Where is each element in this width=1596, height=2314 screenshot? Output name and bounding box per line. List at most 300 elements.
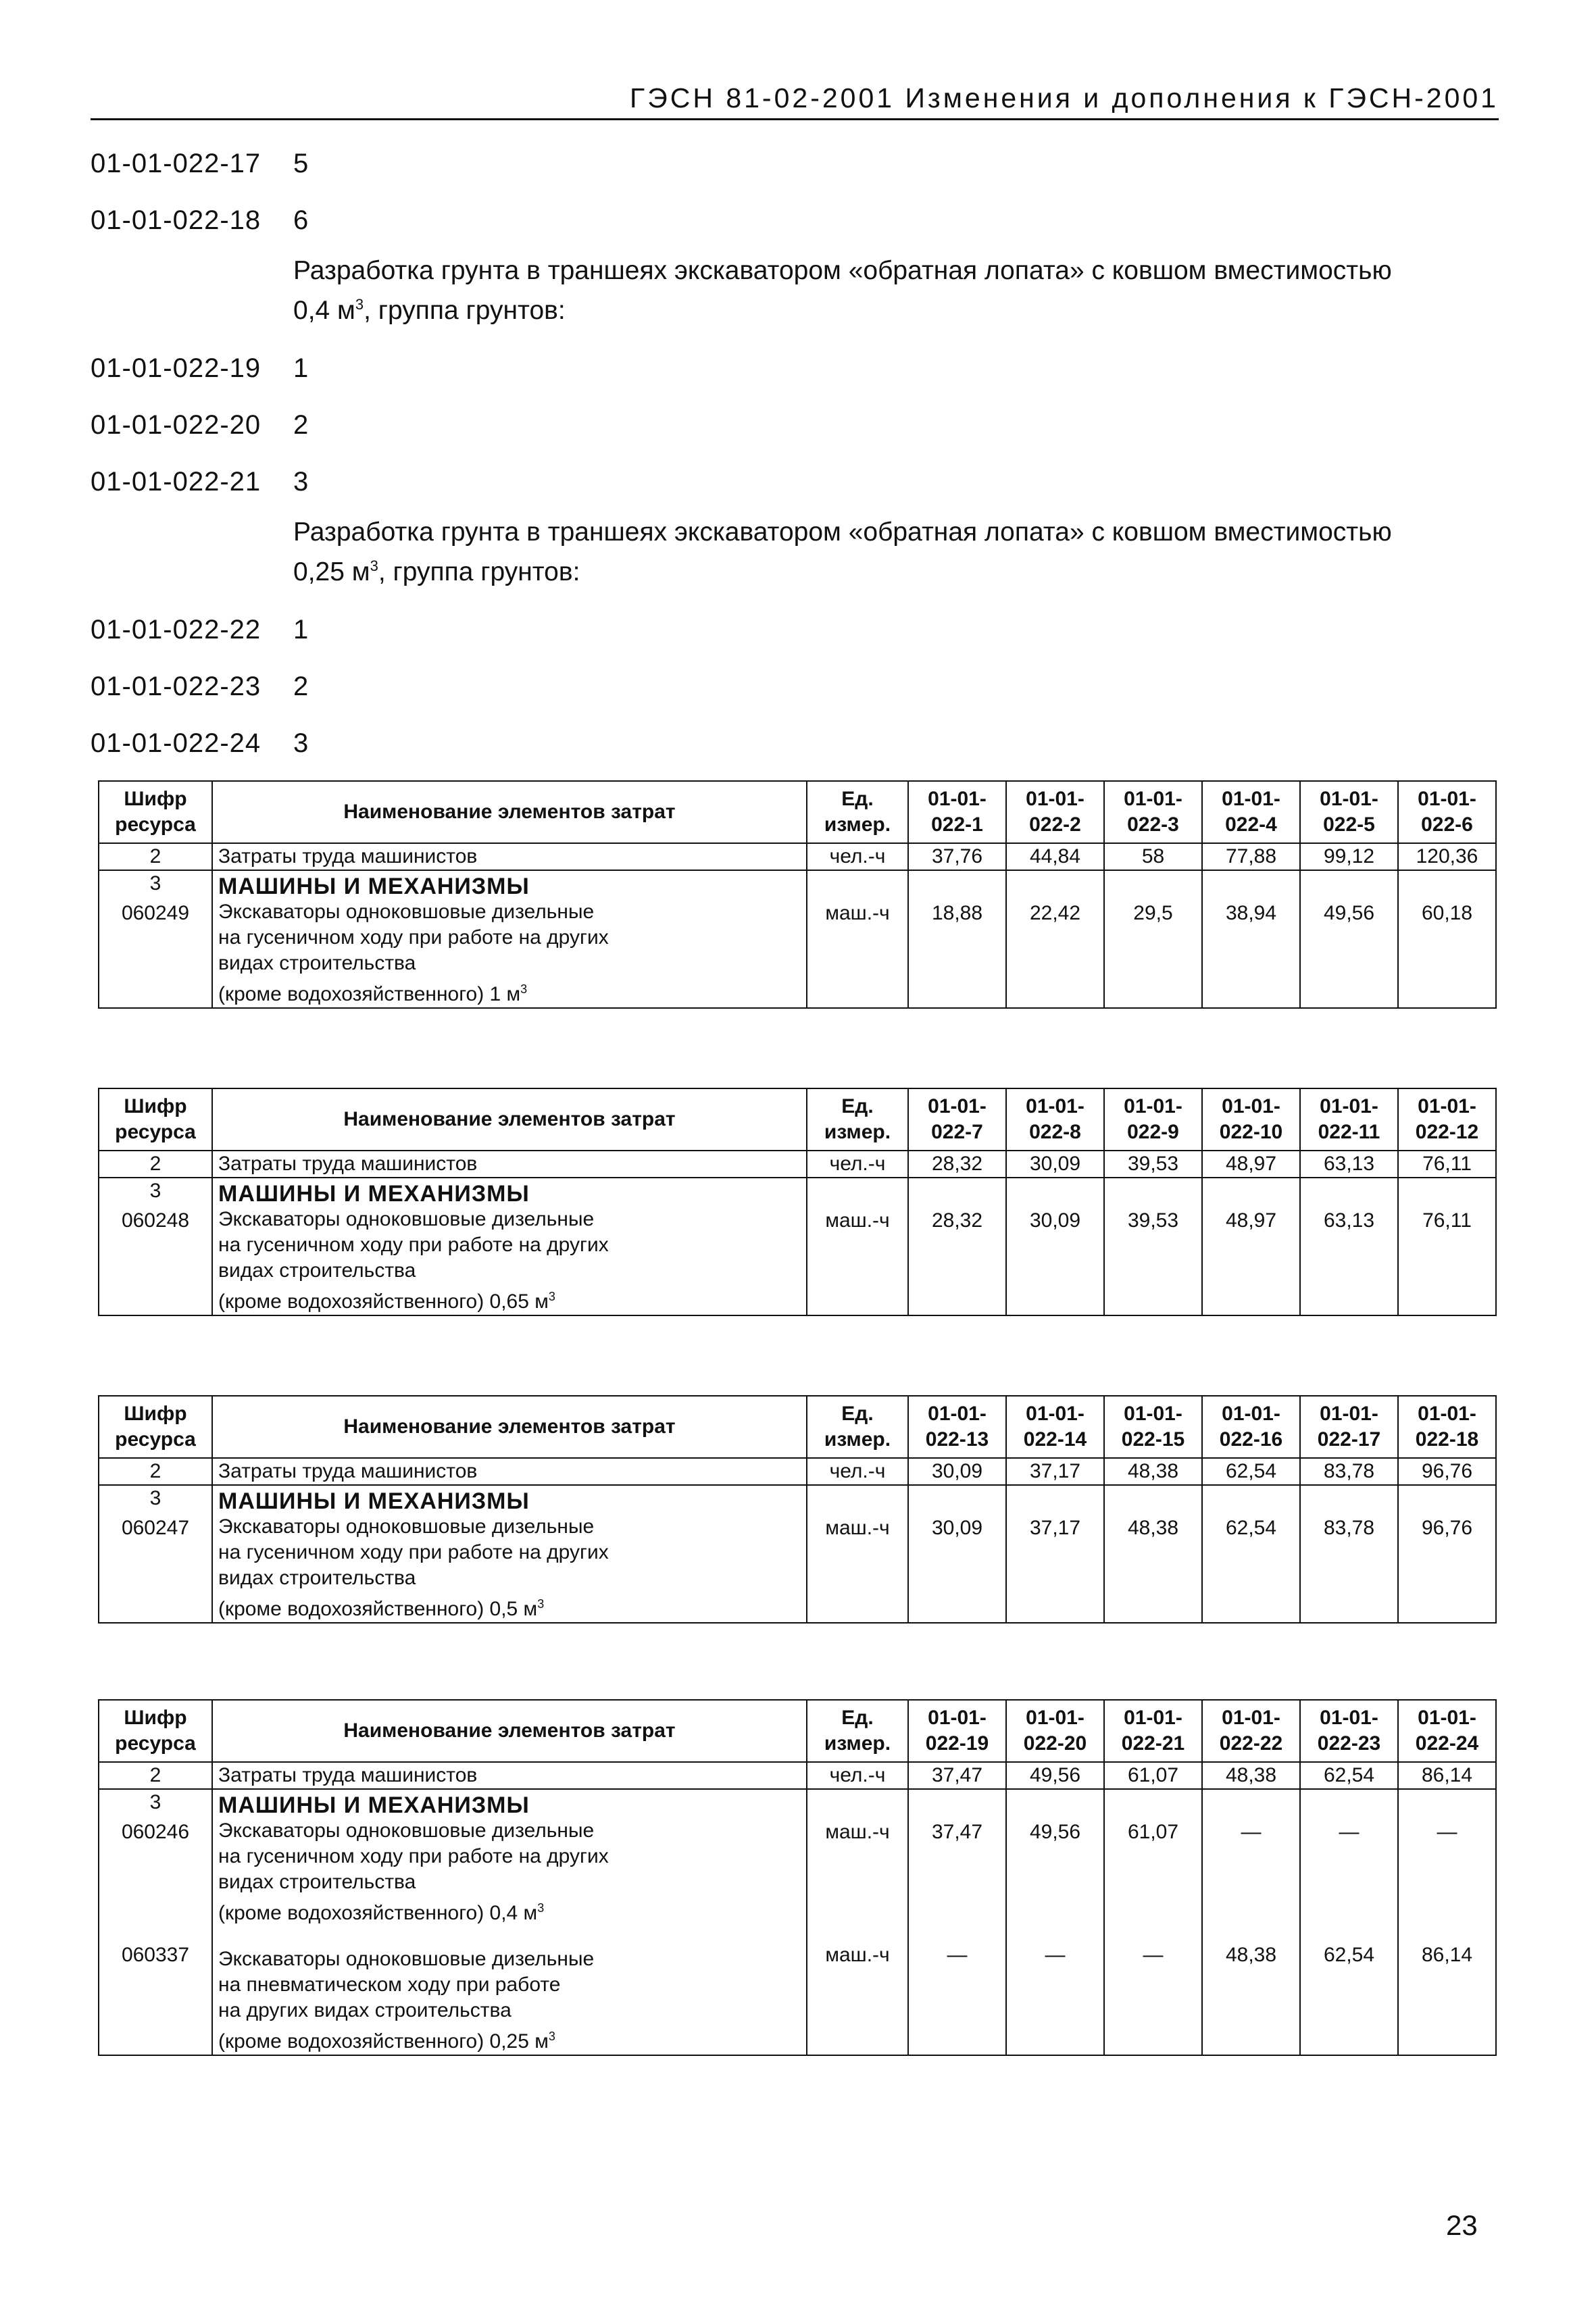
- section-code: 3: [149, 1180, 161, 1202]
- value-cell: 39,53: [1104, 1151, 1202, 1178]
- resource-line: [218, 1591, 801, 1622]
- resource-name: Затраты труда машинистов: [212, 1762, 807, 1789]
- value: 37,17: [1029, 1517, 1081, 1539]
- value: 62,54: [1225, 1517, 1277, 1539]
- norm-code-line: 022-18: [1415, 1428, 1479, 1451]
- table-row: [99, 843, 1496, 870]
- norm-code-line: 01-01-: [928, 1095, 987, 1117]
- section-code: 3: [149, 1487, 161, 1509]
- header-name-text: Наименование элементов затрат: [343, 1719, 676, 1742]
- resource-line: видах строительства: [218, 1871, 416, 1893]
- value-cell: 96,76: [1398, 1458, 1496, 1485]
- header-norm-code: [1006, 1088, 1104, 1151]
- value: 30,09: [1029, 1209, 1081, 1232]
- header-cipher: [99, 1700, 212, 1762]
- section-title: МАШИНЫ И МЕХАНИЗМЫ: [218, 1792, 530, 1818]
- unit-exponent: 3: [548, 1290, 555, 1303]
- value-cell: [1202, 1485, 1300, 1623]
- spacer: [1012, 1486, 1098, 1515]
- value-cell: 77,88: [1202, 843, 1300, 870]
- header-norm-code: [1398, 781, 1496, 843]
- resource-line: [218, 2023, 801, 2055]
- resource-line-text: (кроме водохозяйственного) 0,5 м: [218, 1598, 538, 1620]
- value-cell: [1006, 1178, 1104, 1315]
- cost-table: [98, 1699, 1497, 2056]
- resource-code-value: 060246: [121, 1821, 190, 1843]
- header-unit-line: Ед.: [841, 788, 874, 810]
- value: 30,09: [931, 1517, 983, 1539]
- norm-code-line: 01-01-: [1124, 1095, 1182, 1117]
- resource-code-value: 060249: [121, 902, 190, 924]
- code-row: 01-01-022-18 6: [91, 205, 309, 235]
- norm-code-line: 022-21: [1121, 1732, 1185, 1755]
- norm-code-line: 01-01-: [1222, 788, 1280, 810]
- resource-line: [218, 1284, 801, 1315]
- header-norm-code: [1300, 1700, 1398, 1762]
- norm-code-line: 022-6: [1421, 813, 1473, 836]
- unit-cell: [807, 1178, 908, 1315]
- page-number: 23: [1446, 2209, 1478, 2241]
- value: 49,56: [1029, 1821, 1081, 1843]
- resource-code: 2: [99, 1762, 212, 1789]
- spacer: [1306, 1486, 1392, 1515]
- value: 62,54: [1323, 1944, 1375, 1966]
- norm-code-line: 01-01-: [1320, 1095, 1378, 1117]
- value-cell: [1300, 870, 1398, 1008]
- table-row: [99, 1485, 1496, 1623]
- resource-name: Затраты труда машинистов: [212, 1458, 807, 1485]
- spacer: [1110, 1178, 1196, 1208]
- header-norm-code: [1202, 1700, 1300, 1762]
- norm-code-line: 022-8: [1029, 1121, 1081, 1143]
- norm-code-line: 022-1: [931, 813, 983, 836]
- norm-code-line: 022-13: [925, 1428, 989, 1451]
- value-cell: 48,97: [1202, 1151, 1300, 1178]
- norm-code-line: 01-01-: [1026, 1403, 1084, 1425]
- value-cell: [1202, 1178, 1300, 1315]
- resource-line: на пневматическом ходу при работе: [218, 1973, 561, 1996]
- spacer: [1012, 1790, 1098, 1819]
- value-cell: [1398, 1789, 1496, 2055]
- spacer: [1012, 871, 1098, 901]
- value: 76,11: [1422, 1209, 1472, 1232]
- norm-code-line: 01-01-: [1320, 1403, 1378, 1425]
- value-cell: 37,47: [908, 1762, 1006, 1789]
- section-title: МАШИНЫ И МЕХАНИЗМЫ: [218, 874, 530, 899]
- resource-line: на гусеничном ходу при работе на других: [218, 926, 609, 949]
- code-row: 01-01-022-17 5: [91, 148, 309, 178]
- header-norm-code: [1398, 1396, 1496, 1458]
- code-list: [91, 135, 1510, 772]
- spacer: [1110, 871, 1196, 901]
- resource-line: Экскаваторы одноковшовые дизельные: [218, 1948, 595, 1970]
- page-header: ГЭСН 81-02-2001 Изменения и дополнения к ГЭСН-2001: [91, 82, 1499, 120]
- norm-code-line: 022-3: [1127, 813, 1179, 836]
- norm-code-line: 022-14: [1023, 1428, 1087, 1451]
- spacer: [813, 1790, 902, 1819]
- norm-code-line: 01-01-: [1418, 1707, 1476, 1729]
- value-cell: [1202, 1789, 1300, 2055]
- section-code: 3: [149, 1791, 161, 1813]
- value-cell: [1006, 870, 1104, 1008]
- header-unit-line: измер.: [824, 1121, 891, 1143]
- value: 63,13: [1323, 1209, 1375, 1232]
- spacer: [914, 1178, 1000, 1208]
- norm-code-line: 01-01-: [1222, 1095, 1280, 1117]
- header-norm-code: [908, 781, 1006, 843]
- value: 60,18: [1421, 902, 1473, 924]
- resource-description: [218, 1207, 801, 1315]
- code-row: 01-01-022-19 1: [91, 353, 309, 383]
- header-norm-code: [1300, 1396, 1398, 1458]
- header-norm-code: [908, 1700, 1006, 1762]
- cost-table: [98, 1395, 1497, 1624]
- header-name-text: Наименование элементов затрат: [343, 1415, 676, 1438]
- resource-code: 2: [99, 1458, 212, 1485]
- spacer: [1404, 871, 1490, 901]
- norm-code-line: 01-01-: [1222, 1707, 1280, 1729]
- spacer: [1208, 871, 1294, 901]
- header-name-text: Наименование элементов затрат: [343, 1108, 676, 1130]
- header-unit-line: Ед.: [841, 1095, 874, 1117]
- header-norm-code: [1202, 1396, 1300, 1458]
- header-name-text: Наименование элементов затрат: [343, 801, 676, 823]
- norm-code-line: 01-01-: [1418, 1095, 1476, 1117]
- norm-code-line: 01-01-: [928, 1707, 987, 1729]
- norm-code-line: 022-19: [925, 1732, 989, 1755]
- value-cell: 44,84: [1006, 843, 1104, 870]
- table-header-row: [99, 1088, 1496, 1151]
- resource-description: [218, 1818, 801, 1926]
- resource-line: [218, 976, 801, 1007]
- header-norm-code: [1300, 781, 1398, 843]
- section-description: Разработка грунта в траншеях экскаватором «обратная лопата» с ковшом вместимостью 0,25 $м^3$, группа грунтов:: [293, 518, 1392, 586]
- value: 39,53: [1127, 1209, 1179, 1232]
- value: 22,42: [1029, 902, 1081, 924]
- header-norm-code: [1300, 1088, 1398, 1151]
- code-row: 01-01-022-22 1: [91, 614, 309, 645]
- header-cipher-line: ресурса: [115, 1732, 196, 1755]
- norm-code-line: 01-01-: [1320, 1707, 1378, 1729]
- spacer: [813, 1486, 902, 1515]
- header-norm-code: [1202, 781, 1300, 843]
- header-unit: [807, 1088, 908, 1151]
- value: 49,56: [1323, 902, 1375, 924]
- unit-value: маш.-ч: [825, 1944, 890, 1966]
- resource-name: [212, 870, 807, 1008]
- unit-cell: [807, 870, 908, 1008]
- norm-code-line: 022-22: [1219, 1732, 1283, 1755]
- value-cell: 76,11: [1398, 1151, 1496, 1178]
- header-norm-code: [1104, 1088, 1202, 1151]
- spacer: [1110, 1790, 1196, 1819]
- value-cell: [1398, 1485, 1496, 1623]
- code-row: 01-01-022-20 2: [91, 409, 309, 440]
- spacer: [1306, 1790, 1392, 1819]
- unit-value: маш.-ч: [825, 1517, 890, 1539]
- resource-name: Затраты труда машинистов: [212, 843, 807, 870]
- header-name: [212, 1088, 807, 1151]
- norm-code-line: 022-4: [1225, 813, 1277, 836]
- resource-code: [99, 870, 212, 1008]
- header-cipher-line: Шифр: [124, 1707, 187, 1729]
- header-cipher-line: ресурса: [115, 1121, 196, 1143]
- resource-code: [99, 1789, 212, 2055]
- value-cell: 63,13: [1300, 1151, 1398, 1178]
- resource-line: Экскаваторы одноковшовые дизельные: [218, 1515, 595, 1538]
- header-norm-code: [1104, 1396, 1202, 1458]
- resource-code: 2: [99, 843, 212, 870]
- resource-line: Экскаваторы одноковшовые дизельные: [218, 1208, 595, 1230]
- spacer: [813, 871, 902, 901]
- section-code: 3: [149, 872, 161, 895]
- table-row: [99, 1458, 1496, 1485]
- spacer: [914, 1486, 1000, 1515]
- header-unit: [807, 1396, 908, 1458]
- value-cell: 48,38: [1104, 1458, 1202, 1485]
- header-cipher: [99, 781, 212, 843]
- value-cell: 62,54: [1300, 1762, 1398, 1789]
- value: 96,76: [1421, 1517, 1473, 1539]
- resource-line-text: (кроме водохозяйственного) 0,4 м: [218, 1902, 538, 1924]
- resource-line: на гусеничном ходу при работе на других: [218, 1234, 609, 1256]
- value: 48,97: [1225, 1209, 1277, 1232]
- resource-code-value: 060337: [121, 1944, 190, 1966]
- unit-exponent: 3: [537, 1901, 545, 1915]
- header-norm-code: [1104, 1700, 1202, 1762]
- value: —: [947, 1944, 968, 1966]
- unit-cell: чел.-ч: [807, 1151, 908, 1178]
- norm-code-line: 022-5: [1323, 813, 1375, 836]
- resource-code-value: 060248: [121, 1209, 190, 1232]
- resource-description: [218, 1946, 801, 2055]
- norm-code-line: 01-01-: [1026, 788, 1084, 810]
- unit-exponent: 3: [537, 1597, 545, 1611]
- resource-line: видах строительства: [218, 1567, 416, 1589]
- norm-code-line: 01-01-: [1124, 1707, 1182, 1729]
- header-cipher: [99, 1088, 212, 1151]
- value: —: [1143, 1944, 1164, 1966]
- value-cell: 48,38: [1202, 1762, 1300, 1789]
- norm-code-line: 022-10: [1219, 1121, 1283, 1143]
- resource-line: на гусеничном ходу при работе на других: [218, 1541, 609, 1563]
- norm-code-line: 022-7: [931, 1121, 983, 1143]
- unit-value: маш.-ч: [825, 1821, 890, 1843]
- value-cell: 99,12: [1300, 843, 1398, 870]
- unit-cell: чел.-ч: [807, 1762, 908, 1789]
- spacer: [1306, 871, 1392, 901]
- resource-code: 2: [99, 1151, 212, 1178]
- value-cell: 86,14: [1398, 1762, 1496, 1789]
- section-title: МАШИНЫ И МЕХАНИЗМЫ: [218, 1488, 530, 1514]
- norm-code-line: 01-01-: [1124, 1403, 1182, 1425]
- value: 48,38: [1127, 1517, 1179, 1539]
- norm-code-line: 01-01-: [928, 788, 987, 810]
- value-cell: 83,78: [1300, 1458, 1398, 1485]
- header-unit: [807, 1700, 908, 1762]
- value: 86,14: [1421, 1944, 1473, 1966]
- value-cell: [1104, 870, 1202, 1008]
- norm-code-line: 022-9: [1127, 1121, 1179, 1143]
- header-cipher-line: ресурса: [115, 1428, 196, 1451]
- value-cell: 37,76: [908, 843, 1006, 870]
- header-norm-code: [1006, 781, 1104, 843]
- value: 83,78: [1323, 1517, 1375, 1539]
- resource-name: [212, 1178, 807, 1315]
- value: —: [1339, 1821, 1360, 1843]
- norm-code-line: 022-11: [1318, 1121, 1380, 1143]
- header-unit-line: измер.: [824, 1732, 891, 1755]
- value: —: [1241, 1821, 1262, 1843]
- header-name: [212, 781, 807, 843]
- header-cipher: [99, 1396, 212, 1458]
- value: 48,38: [1225, 1944, 1277, 1966]
- header-cipher-line: Шифр: [124, 1403, 187, 1425]
- norm-code-line: 022-24: [1415, 1732, 1479, 1755]
- spacer: [1110, 1486, 1196, 1515]
- header-unit-line: Ед.: [841, 1707, 874, 1729]
- norm-code-line: 022-20: [1023, 1732, 1087, 1755]
- unit-exponent: 3: [520, 982, 528, 996]
- norm-code-line: 01-01-: [1026, 1095, 1084, 1117]
- header-unit-line: измер.: [824, 813, 891, 836]
- section-title: МАШИНЫ И МЕХАНИЗМЫ: [218, 1181, 530, 1207]
- resource-line: [218, 1895, 801, 1926]
- header-name: [212, 1396, 807, 1458]
- spacer: [1404, 1178, 1490, 1208]
- spacer: [1208, 1790, 1294, 1819]
- value-cell: [1300, 1485, 1398, 1623]
- norm-code-line: 01-01-: [1418, 1403, 1476, 1425]
- unit-cell: чел.-ч: [807, 1458, 908, 1485]
- spacer: [914, 871, 1000, 901]
- value-cell: 120,36: [1398, 843, 1496, 870]
- cost-table: [98, 1088, 1497, 1316]
- value-cell: [1104, 1485, 1202, 1623]
- resource-code: [99, 1485, 212, 1623]
- value: —: [1045, 1944, 1066, 1966]
- unit-value: маш.-ч: [825, 902, 890, 924]
- header-cipher-line: ресурса: [115, 813, 196, 836]
- header-norm-code: [1398, 1088, 1496, 1151]
- resource-code: [99, 1178, 212, 1315]
- spacer: [1208, 1178, 1294, 1208]
- unit-cell: чел.-ч: [807, 843, 908, 870]
- unit-cell: [807, 1789, 908, 2055]
- header-cipher-line: Шифр: [124, 788, 187, 810]
- value: 61,07: [1127, 1821, 1179, 1843]
- header-cipher-line: Шифр: [124, 1095, 187, 1117]
- resource-line: видах строительства: [218, 1259, 416, 1282]
- table-header-row: [99, 1700, 1496, 1762]
- resource-line: Экскаваторы одноковшовые дизельные: [218, 1819, 595, 1842]
- value: 18,88: [931, 902, 983, 924]
- spacer: [1306, 1178, 1392, 1208]
- value-cell: [1006, 1485, 1104, 1623]
- code-row: 01-01-022-23 2: [91, 671, 309, 701]
- norm-code-line: 01-01-: [1418, 788, 1476, 810]
- norm-code-line: 022-23: [1317, 1732, 1381, 1755]
- header-unit-line: Ед.: [841, 1403, 874, 1425]
- value-cell: [1202, 870, 1300, 1008]
- value: 28,32: [931, 1209, 983, 1232]
- resource-description: [218, 1514, 801, 1622]
- norm-code-line: 022-15: [1121, 1428, 1185, 1451]
- cost-table: [98, 780, 1497, 1009]
- header-norm-code: [908, 1088, 1006, 1151]
- spacer: [813, 1178, 902, 1208]
- norm-code-line: 022-12: [1415, 1121, 1479, 1143]
- value-cell: 28,32: [908, 1151, 1006, 1178]
- resource-line-text: (кроме водохозяйственного) 0,25 м: [218, 2030, 549, 2053]
- value-cell: 62,54: [1202, 1458, 1300, 1485]
- table-row: [99, 1151, 1496, 1178]
- resource-line: на гусеничном ходу при работе на других: [218, 1845, 609, 1867]
- header-name: [212, 1700, 807, 1762]
- value-cell: [1300, 1789, 1398, 2055]
- resource-line: Экскаваторы одноковшовые дизельные: [218, 901, 595, 923]
- value-cell: 30,09: [1006, 1151, 1104, 1178]
- spacer: [1208, 1486, 1294, 1515]
- spacer: [1404, 1486, 1490, 1515]
- value-cell: [1398, 1178, 1496, 1315]
- value-cell: 58: [1104, 843, 1202, 870]
- value-cell: [1104, 1789, 1202, 2055]
- resource-code-value: 060247: [121, 1517, 190, 1539]
- norm-code-line: 022-2: [1029, 813, 1081, 836]
- resource-name: Затраты труда машинистов: [212, 1151, 807, 1178]
- norm-code-line: 01-01-: [1320, 788, 1378, 810]
- value-cell: [908, 1789, 1006, 2055]
- spacer: [1012, 1178, 1098, 1208]
- unit-value: маш.-ч: [825, 1209, 890, 1232]
- header-norm-code: [1006, 1396, 1104, 1458]
- header-unit: [807, 781, 908, 843]
- value-cell: [1300, 1178, 1398, 1315]
- value-cell: 61,07: [1104, 1762, 1202, 1789]
- table-row: [99, 1178, 1496, 1315]
- code-row: 01-01-022-21 3: [91, 466, 309, 497]
- value: 37,47: [931, 1821, 983, 1843]
- norm-code-line: 022-17: [1317, 1428, 1381, 1451]
- value-cell: [908, 870, 1006, 1008]
- value-cell: [908, 1485, 1006, 1623]
- resource-name: [212, 1789, 807, 2055]
- table-header-row: [99, 781, 1496, 843]
- resource-line-text: (кроме водохозяйственного) 0,65 м: [218, 1290, 549, 1313]
- resource-description: [218, 899, 801, 1007]
- code-row: 01-01-022-24 3: [91, 728, 309, 758]
- value-cell: [1006, 1789, 1104, 2055]
- header-norm-code: [1398, 1700, 1496, 1762]
- value-cell: 37,17: [1006, 1458, 1104, 1485]
- header-unit-line: измер.: [824, 1428, 891, 1451]
- table-row: [99, 870, 1496, 1008]
- norm-code-line: 01-01-: [1026, 1707, 1084, 1729]
- value-cell: [1104, 1178, 1202, 1315]
- table-row: [99, 1789, 1496, 2055]
- resource-name: [212, 1485, 807, 1623]
- section-description: Разработка грунта в траншеях экскаватором «обратная лопата» с ковшом вместимостью 0,4 $м^3$, группа грунтов:: [293, 256, 1392, 325]
- value-cell: [908, 1178, 1006, 1315]
- table-row: [99, 1762, 1496, 1789]
- value: 29,5: [1133, 902, 1173, 924]
- value: —: [1437, 1821, 1457, 1843]
- header-norm-code: [908, 1396, 1006, 1458]
- norm-code-line: 01-01-: [1124, 788, 1182, 810]
- header-norm-code: [1202, 1088, 1300, 1151]
- spacer: [914, 1790, 1000, 1819]
